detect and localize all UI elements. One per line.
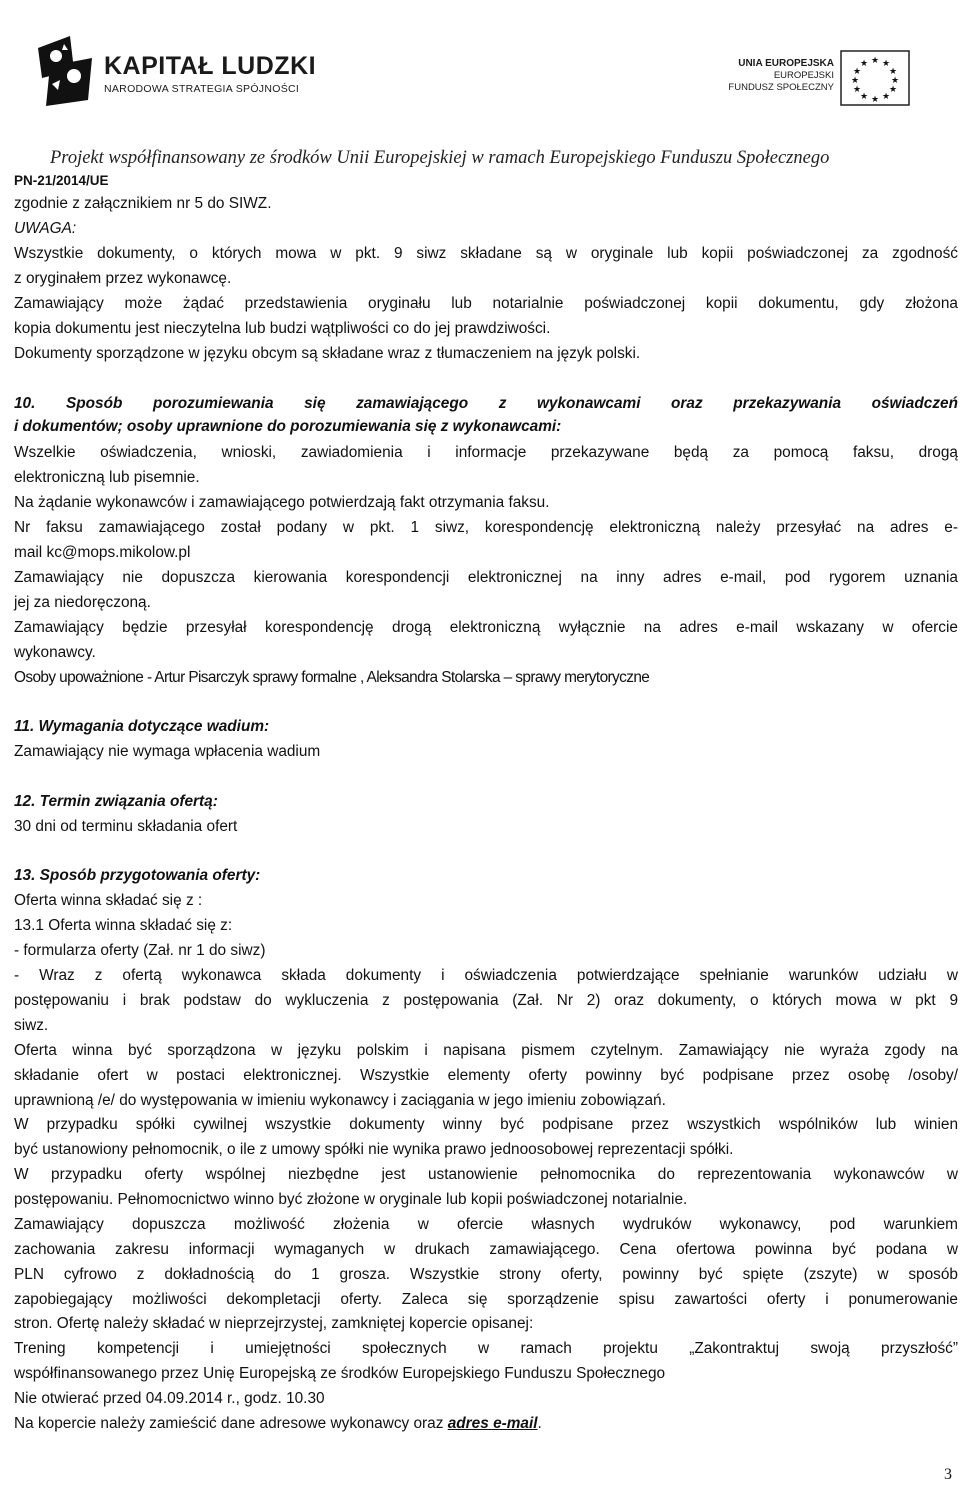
eu-flag-icon xyxy=(840,50,910,106)
svg-text:★: ★ xyxy=(859,59,869,69)
text-line: PLN cyfrowo z dokładnością do 1 grosza. Wszystkie strony oferty, powinny być spięte (zszyte) w sposób xyxy=(14,1266,958,1283)
section-10-heading: 10. Sposób porozumiewania się zamawiającego z wykonawcami oraz przekazywania oświadczeń xyxy=(14,395,958,412)
svg-text:★: ★ xyxy=(852,67,862,77)
reference-number: PN-21/2014/UE xyxy=(14,173,109,188)
text-line: Oferta winna składać się z : xyxy=(14,892,203,909)
text-line: Nr faksu zamawiającego został podany w pkt. 1 siwz, korespondencję elektroniczną należy przesyłać na adres e- xyxy=(14,519,958,536)
envelope-address-line xyxy=(14,1413,958,1435)
text-line: W przypadku oferty wspólnej niezbędne jest ustanowienie pełnomocnika do reprezentowania wykonawców w xyxy=(14,1166,958,1183)
text-line: wykonawcy. xyxy=(14,644,96,661)
text-line: postępowaniu i brak podstaw do wykluczenia z postępowania (Zał. Nr 2) oraz dokumenty, o których mowa w pkt 9 xyxy=(14,992,958,1009)
logo-title: KAPITAŁ LUDZKI xyxy=(104,52,317,80)
text-line: kopia dokumentu jest nieczytelna lub budzi wątpliwości co do jej prawdziwości. xyxy=(14,320,551,337)
text-line: być ustanowiony pełnomocnik, o ile z umowy spółki nie wynika prawo jednoosobowej reprezentacji spółki. xyxy=(14,1141,734,1158)
text-line: postępowaniu. Pełnomocnictwo winno być złożone w oryginale lub kopii poświadczonej notarialnie. xyxy=(14,1191,688,1208)
text-line: zachowania zakresu informacji wymaganych w drukach zamawiającego. Cena ofertowa powinna być podana w xyxy=(14,1241,958,1258)
eu-line-1: UNIA EUROPEJSKA xyxy=(738,58,834,69)
email-address-line: mail kc@mops.mikolow.pl xyxy=(14,544,191,561)
svg-text:★: ★ xyxy=(870,56,880,66)
kapital-ludzki-emblem-icon xyxy=(30,30,100,110)
text-line: 13.1 Oferta winna składać się z: xyxy=(14,917,233,934)
text-line: Wszystkie dokumenty, o których mowa w pkt. 9 siwz składane są w oryginale lub kopii poświadczonej za zgodność xyxy=(14,245,958,262)
text-line: siwz. xyxy=(14,1017,49,1034)
svg-text:★: ★ xyxy=(890,76,900,86)
envelope-label-line: Trening kompetencji i umiejętności społecznych w ramach projektu „Zakontraktuj swoją przyszłość” xyxy=(14,1340,958,1357)
text-line: Dokumenty sporządzone w języku obcym są składane wraz z tłumaczeniem na język polski. xyxy=(14,345,641,362)
text-line: jej za niedoręczoną. xyxy=(14,594,151,611)
section-13-heading: 13. Sposób przygotowania oferty: xyxy=(14,867,261,884)
text-line: Na żądanie wykonawców i zamawiającego potwierdzają fakt otrzymania faksu. xyxy=(14,494,550,511)
text-line: stron. Ofertę należy składać w nieprzejrzystej, zamkniętej kopercie opisanej: xyxy=(14,1315,534,1332)
do-not-open-line: Nie otwierać przed 04.09.2014 r., godz. 10.30 xyxy=(14,1390,325,1407)
section-11-heading: 11. Wymagania dotyczące wadium: xyxy=(14,718,270,735)
text-line: Oferta winna być sporządzona w języku polskim i napisana pismem czytelnym. Zamawiający nie wyraża zgody na xyxy=(14,1042,958,1059)
svg-text:★: ★ xyxy=(881,92,891,102)
eu-line-3: FUNDUSZ SPOŁECZNY xyxy=(728,82,834,93)
svg-text:★: ★ xyxy=(881,59,891,69)
page-number: 3 xyxy=(944,1466,952,1483)
text-line: Zamawiający nie wymaga wpłacenia wadium xyxy=(14,743,321,760)
text-line: W przypadku spółki cywilnej wszystkie dokumenty winny być podpisane przez wszystkich wspólników lub winien xyxy=(14,1116,958,1133)
text-line: Zamawiający dopuszcza możliwość złożenia w ofercie własnych wydruków wykonawcy, pod warunkiem xyxy=(14,1216,958,1233)
svg-text:★: ★ xyxy=(870,95,880,105)
project-cofinancing-line: Projekt współfinansowany ze środków Unii Europejskiej w ramach Europejskiego Funduszu Społecznego xyxy=(50,148,830,168)
text-segment: Na kopercie należy zamieścić dane adresowe wykonawcy oraz xyxy=(14,1415,448,1432)
text-line: zgodnie z załącznikiem nr 5 do SIWZ. xyxy=(14,195,272,212)
svg-text:★: ★ xyxy=(859,92,869,102)
svg-text:★: ★ xyxy=(850,76,860,86)
authorized-persons-line: Osoby upoważnione - Artur Pisarczyk sprawy formalne , Aleksandra Stolarska – sprawy merytoryczne xyxy=(14,669,650,686)
text-line: Zamawiający będzie przesyłał korespondencję drogą elektroniczną wyłącznie na adres e-mail wskazany w ofercie xyxy=(14,619,958,636)
warning-label: UWAGA: xyxy=(14,220,77,237)
text-segment: . xyxy=(537,1415,542,1432)
text-line: Wszelkie oświadczenia, wnioski, zawiadomienia i informacje przekazywane będą za pomocą faksu, drogą xyxy=(14,444,958,461)
kapital-ludzki-logo xyxy=(30,30,317,110)
text-line: zapobiegający możliwości dekompletacji oferty. Zaleca się sporządzenie spisu zawartości oferty i ponumerowanie xyxy=(14,1291,958,1308)
email-address-emphasis: adres e-mail xyxy=(447,1415,538,1432)
text-line: - formularza oferty (Zał. nr 1 do siwz) xyxy=(14,942,266,959)
text-line: Zamawiający nie dopuszcza kierowania korespondencji elektronicznej na inny adres e-mail, pod rygorem uznania xyxy=(14,569,958,586)
eu-logo xyxy=(700,44,915,120)
text-line: składanie ofert w postaci elektronicznej. Wszystkie elementy oferty powinny być podpisane przez osobę /osoby/ xyxy=(14,1067,958,1084)
section-12-heading: 12. Termin związania ofertą: xyxy=(14,793,218,810)
text-line: Zamawiający może żądać przedstawienia oryginału lub notarialnie poświadczonej kopii dokumentu, gdy złożona xyxy=(14,295,958,312)
text-line: uprawnioną /e/ do występowania w imieniu wykonawcy i zaciągania w jego imieniu zobowiązań. xyxy=(14,1092,666,1109)
svg-text:★: ★ xyxy=(888,85,898,95)
svg-text:★: ★ xyxy=(888,67,898,77)
section-10-heading-cont: i dokumentów; osoby uprawnione do porozumiewania się z wykonawcami: xyxy=(14,418,562,435)
envelope-label-line: współfinansowanego przez Unię Europejską ze środków Europejskiego Funduszu Społecznego xyxy=(14,1365,666,1382)
logo-subtitle: NARODOWA STRATEGIA SPÓJNOŚCI xyxy=(104,83,300,95)
svg-text:★: ★ xyxy=(852,85,862,95)
text-line: - Wraz z ofertą wykonawca składa dokumenty i oświadczenia potwierdzające spełnianie warunków udziału w xyxy=(14,967,958,984)
eu-line-2: EUROPEJSKI xyxy=(773,70,834,81)
text-line: 30 dni od terminu składania ofert xyxy=(14,818,238,835)
text-line: elektroniczną lub pisemnie. xyxy=(14,469,200,486)
text-line: z oryginałem przez wykonawcę. xyxy=(14,270,232,287)
